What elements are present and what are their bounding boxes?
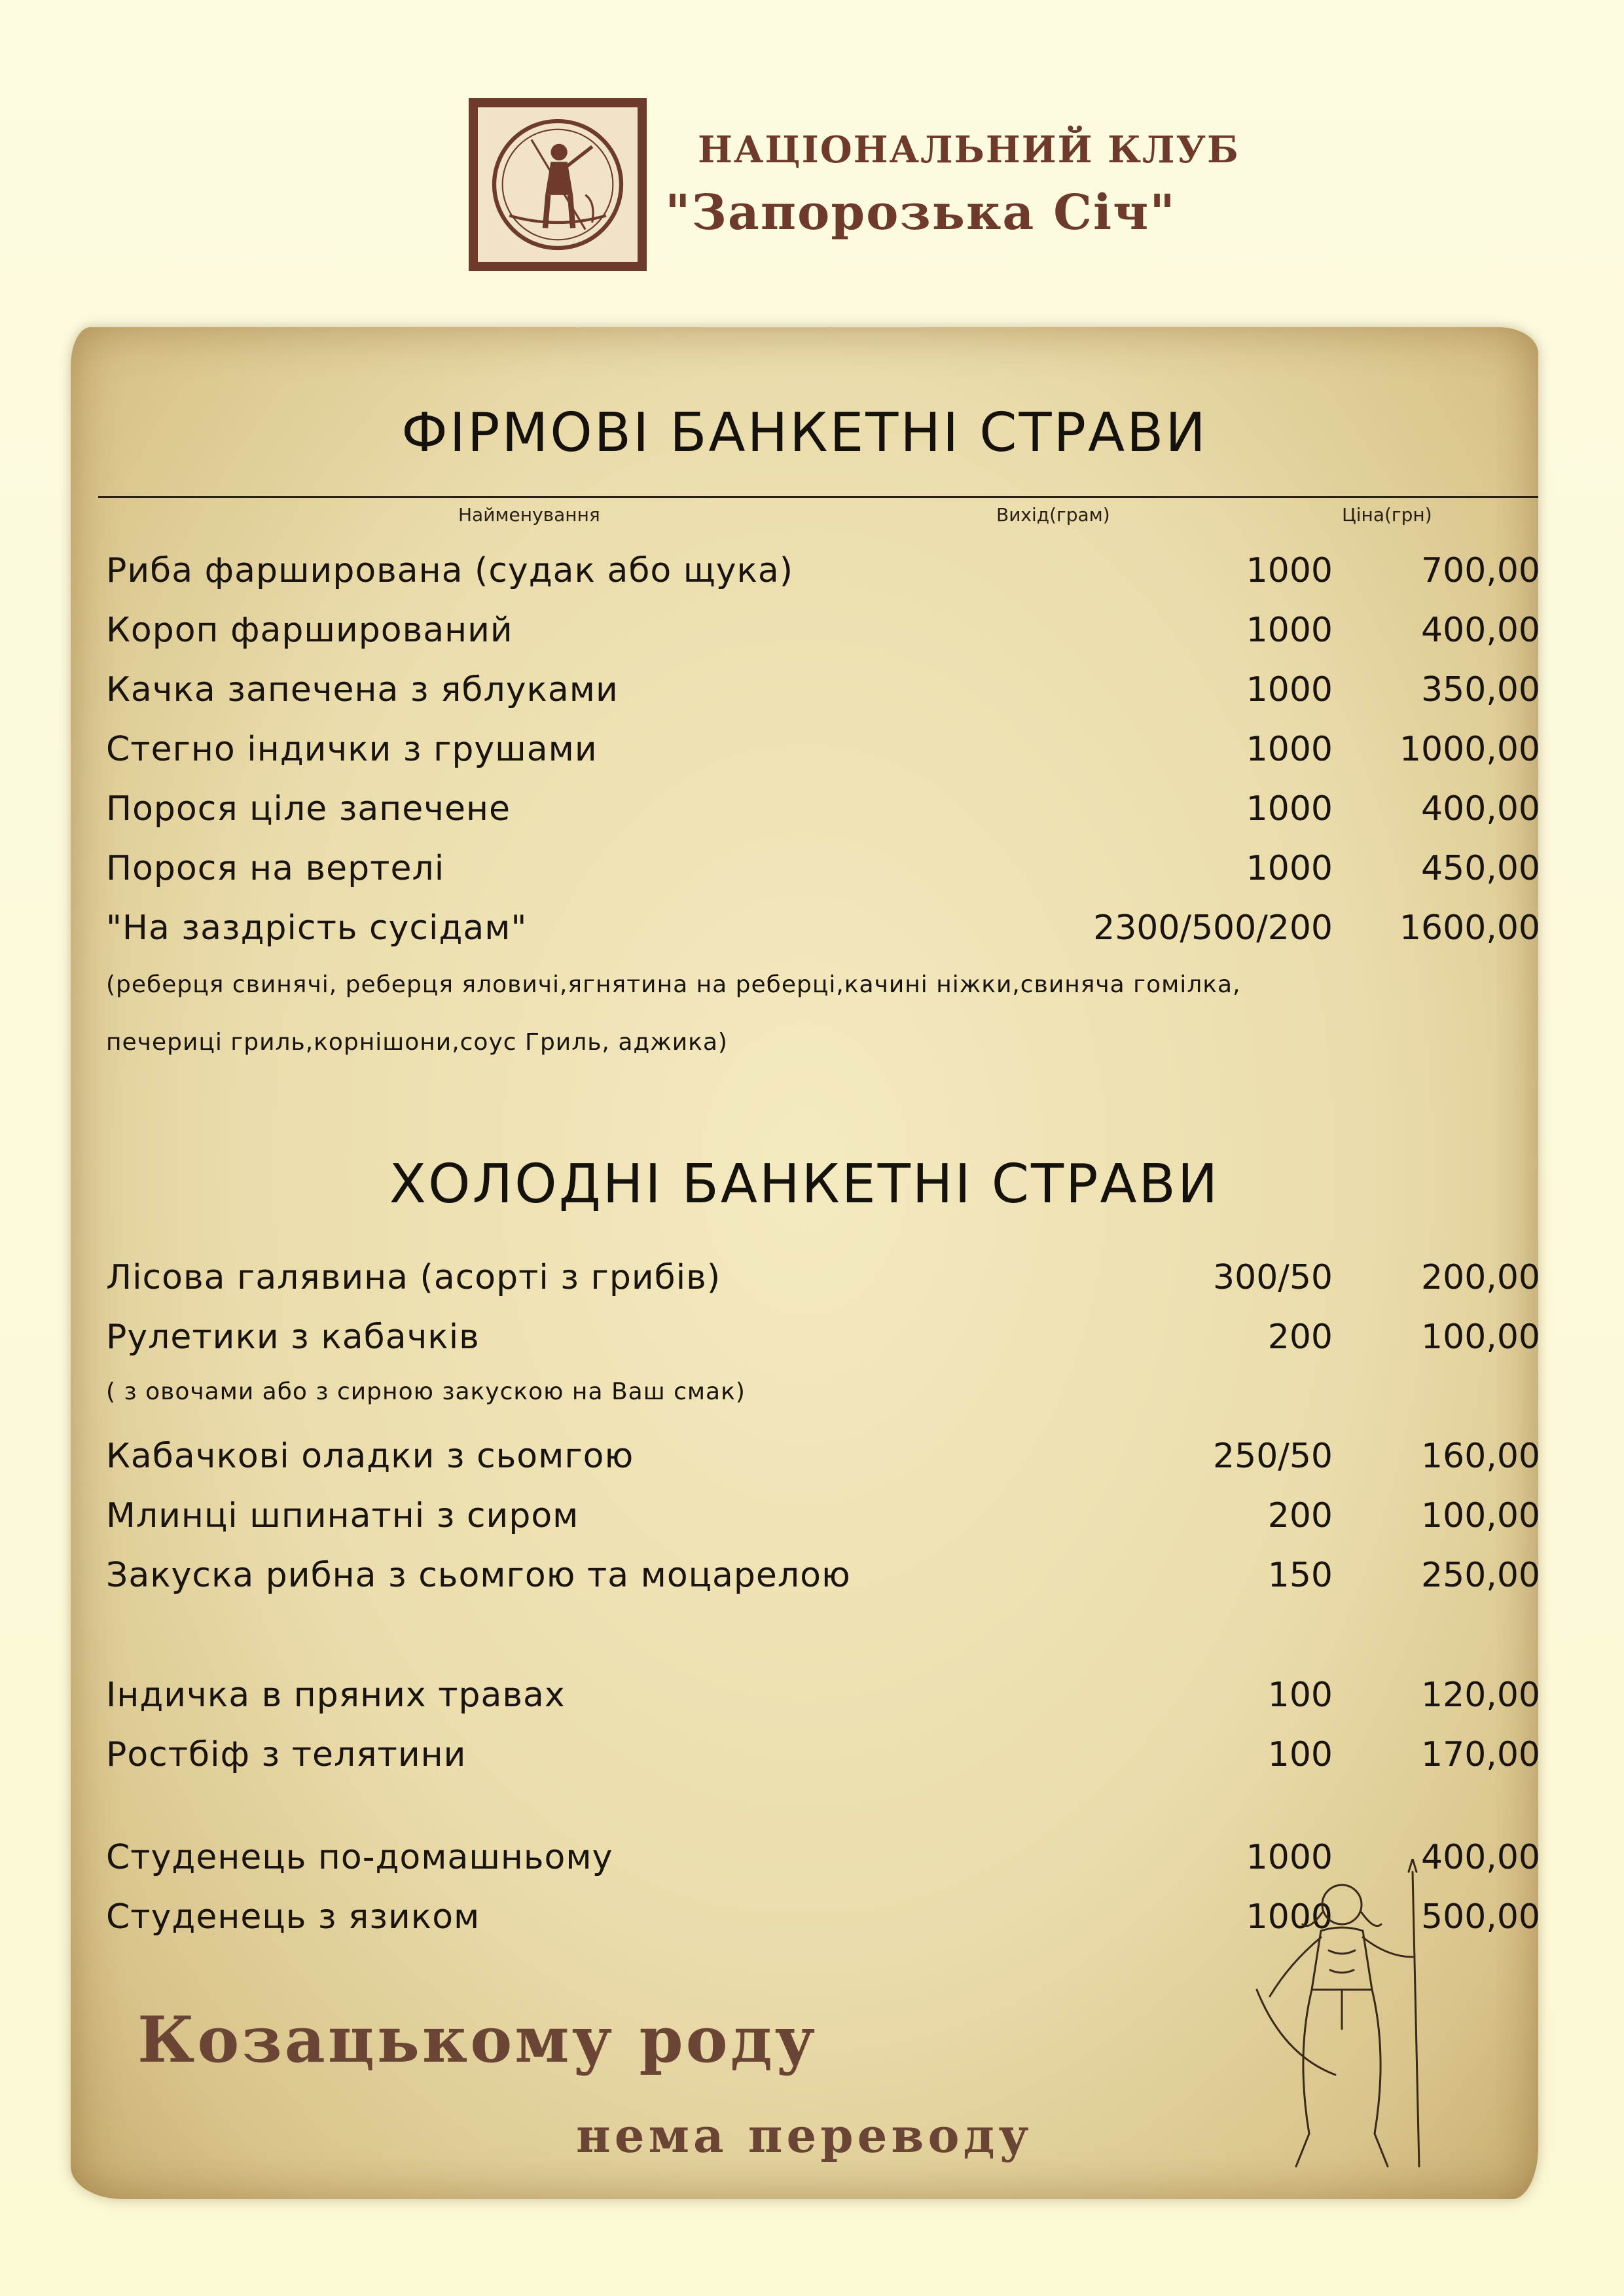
column-header-weight: Вихід(грам) xyxy=(996,504,1110,526)
dish-weight: 200 xyxy=(1267,1318,1333,1357)
dish-price: 100,00 xyxy=(1421,1318,1540,1357)
menu-row xyxy=(0,849,1624,896)
dish-weight: 100 xyxy=(1267,1676,1333,1715)
dish-price: 160,00 xyxy=(1421,1437,1540,1476)
dish-weight: 2300/500/200 xyxy=(1093,908,1333,948)
dish-price: 350,00 xyxy=(1421,670,1540,709)
menu-row xyxy=(0,551,1624,598)
menu-row xyxy=(0,1258,1624,1305)
dish-name: Рулетики з кабачків xyxy=(106,1318,480,1357)
dish-name: Качка запечена з яблуками xyxy=(106,670,619,709)
club-name: "Запорозька Січ" xyxy=(665,185,1176,241)
menu-row xyxy=(0,789,1624,836)
dish-name: Порося на вертелі xyxy=(106,849,445,888)
dish-price: 400,00 xyxy=(1421,1838,1540,1877)
dish-price: 120,00 xyxy=(1421,1676,1540,1715)
menu-row xyxy=(0,670,1624,717)
dish-price: 400,00 xyxy=(1421,611,1540,650)
dish-name: Студенець по-домашньому xyxy=(106,1838,613,1877)
dish-description: (реберця свинячі, реберця яловичі,ягнятина на реберці,качині ніжки,свиняча гомілка, xyxy=(106,971,1241,998)
menu-row xyxy=(0,1556,1624,1603)
dish-name: Короп фарширований xyxy=(106,611,513,650)
dish-name: Студенець з язиком xyxy=(106,1897,480,1937)
dish-name: Лісова галявина (асорті з грибів) xyxy=(106,1258,721,1297)
dish-weight: 1000 xyxy=(1246,730,1333,769)
dish-name: "На заздрість сусідам" xyxy=(106,908,528,948)
dish-name: Риба фарширована (судак або щука) xyxy=(106,551,794,590)
menu-row xyxy=(0,1496,1624,1543)
dish-name: Кабачкові оладки з сьомгою xyxy=(106,1437,634,1476)
dish-weight: 200 xyxy=(1267,1496,1333,1535)
section-title-signature: ФІРМОВІ БАНКЕТНІ СТРАВИ xyxy=(401,402,1208,464)
dish-price: 100,00 xyxy=(1421,1496,1540,1535)
dish-price: 170,00 xyxy=(1421,1735,1540,1774)
menu-row xyxy=(0,611,1624,658)
slogan-line-2: нема переводу xyxy=(576,2108,1033,2163)
dish-weight: 1000 xyxy=(1246,1838,1333,1877)
section-title-cold: ХОЛОДНІ БАНКЕТНІ СТРАВИ xyxy=(389,1153,1220,1215)
dish-price: 400,00 xyxy=(1421,789,1540,829)
column-header-price: Ціна(грн) xyxy=(1342,504,1432,526)
menu-row xyxy=(0,908,1624,956)
dish-price: 1600,00 xyxy=(1399,908,1540,948)
dish-name: Індичка в пряних травах xyxy=(106,1676,566,1715)
dish-weight: 1000 xyxy=(1246,670,1333,709)
dish-description: ( з овочами або з сирною закускою на Ваш смак) xyxy=(106,1378,746,1405)
dish-name: Порося ціле запечене xyxy=(106,789,511,829)
header-divider xyxy=(98,496,1538,498)
menu-row xyxy=(0,1735,1624,1782)
dish-weight: 250/50 xyxy=(1213,1437,1333,1476)
column-header-name: Найменування xyxy=(458,504,600,526)
dish-weight: 1000 xyxy=(1246,849,1333,888)
menu-row xyxy=(0,1676,1624,1723)
dish-name: Ростбіф з телятини xyxy=(106,1735,467,1774)
dish-price: 500,00 xyxy=(1421,1897,1540,1937)
dish-name: Млинці шпинатні з сиром xyxy=(106,1496,579,1535)
dish-weight: 1000 xyxy=(1246,551,1333,590)
club-line-1: НАЦІОНАЛЬНИЙ КЛУБ xyxy=(698,128,1240,171)
dish-weight: 1000 xyxy=(1246,611,1333,650)
dish-name: Закуска рибна з сьомгою та моцарелою xyxy=(106,1556,851,1595)
menu-row xyxy=(0,1437,1624,1484)
dish-price: 1000,00 xyxy=(1399,730,1540,769)
slogan-line-1: Козацькому роду xyxy=(137,2003,818,2077)
dish-price: 450,00 xyxy=(1421,849,1540,888)
logo-drawing xyxy=(482,111,634,258)
dish-weight: 100 xyxy=(1267,1735,1333,1774)
cossack-warrior-icon xyxy=(1244,1859,1466,2186)
dish-price: 200,00 xyxy=(1421,1258,1540,1297)
dish-weight: 300/50 xyxy=(1213,1258,1333,1297)
dish-weight: 1000 xyxy=(1246,789,1333,829)
dish-weight: 150 xyxy=(1267,1556,1333,1595)
menu-row xyxy=(0,730,1624,777)
menu-row xyxy=(0,1318,1624,1365)
dish-price: 700,00 xyxy=(1421,551,1540,590)
dish-description: печериці гриль,корнішони,соус Гриль, аджика) xyxy=(106,1029,728,1056)
dish-price: 250,00 xyxy=(1421,1556,1540,1595)
cossack-logo-icon xyxy=(469,98,647,271)
dish-name: Стегно індички з грушами xyxy=(106,730,598,769)
dish-weight: 1000 xyxy=(1246,1897,1333,1937)
